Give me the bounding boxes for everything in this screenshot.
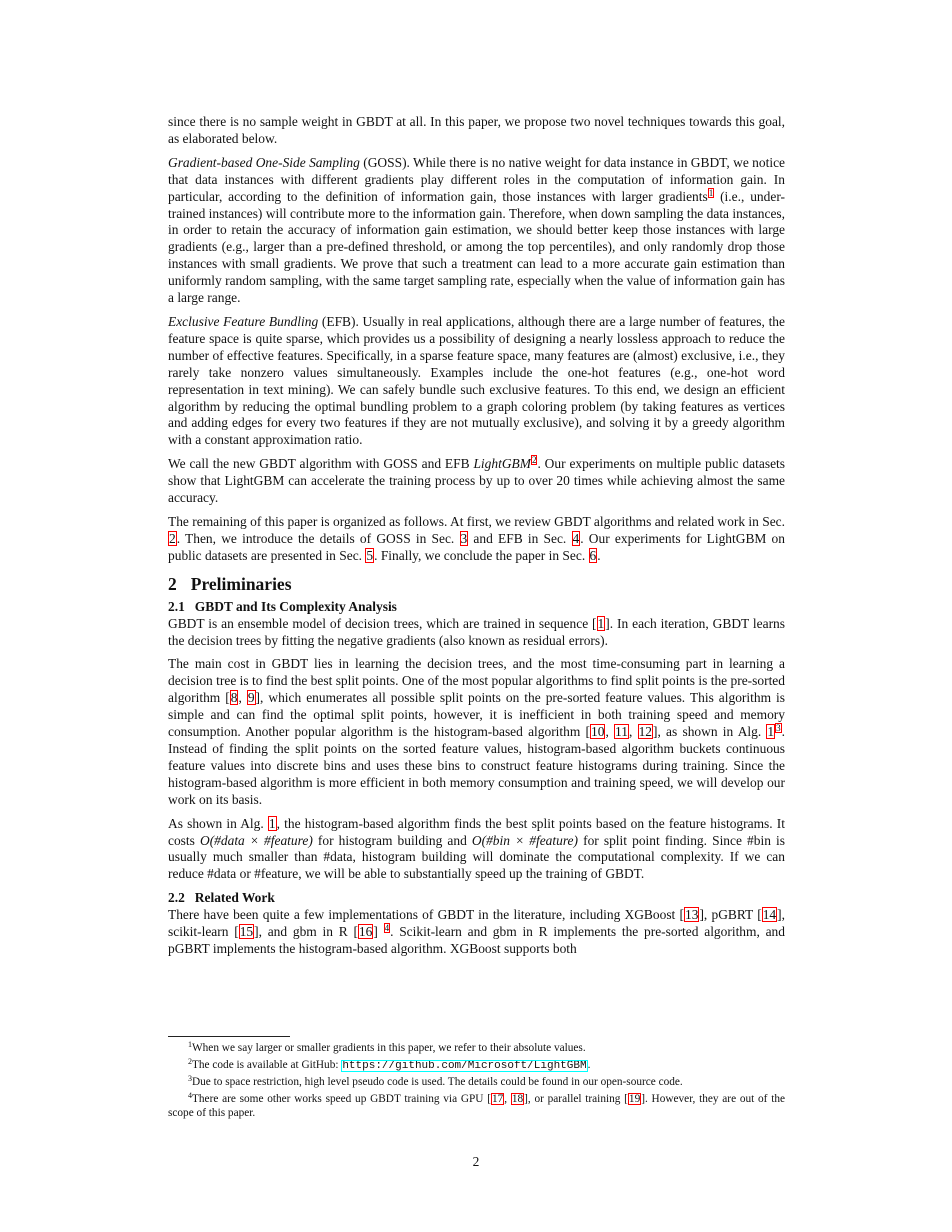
subsection-heading-gbdt	[168, 599, 785, 615]
citation-16[interactable]: 16	[358, 924, 373, 940]
citation-separator: ,	[628, 724, 638, 740]
footnote-number: 1	[188, 1040, 192, 1049]
goss-term: Gradient-based One-Side Sampling	[168, 154, 360, 170]
footnote-rule	[168, 1036, 290, 1037]
related-text-e: ]	[373, 924, 384, 940]
gbdt-p3-text-a: As shown in Alg.	[168, 815, 268, 831]
citation-12[interactable]: 12	[638, 724, 652, 740]
section-title: Preliminaries	[190, 573, 292, 594]
footnote-text: ]. However, they are out of the scope of this paper.	[168, 1092, 785, 1119]
goss-text-a: (GOSS). While there is no native weight for data instance in GBDT, we notice that data instances with different gradients play different roles in the computation of information gain. In particular, according to the definition of information gain, those instances with larger gradients	[168, 154, 785, 204]
citation-18[interactable]: 18	[511, 1092, 524, 1105]
subsection-title: Related Work	[194, 890, 275, 906]
page-number: 2	[472, 1154, 480, 1169]
gbdt-paragraph-1	[168, 616, 785, 650]
goss-paragraph	[168, 155, 785, 307]
related-work-paragraph	[168, 907, 785, 958]
footnote-text: ], or parallel training [	[524, 1092, 628, 1105]
footnote-number: 4	[188, 1090, 192, 1100]
citation-8[interactable]: 8	[230, 690, 238, 706]
gbdt-paragraph-3	[168, 816, 785, 884]
organization-paragraph	[168, 514, 785, 565]
subsection-heading-related-work	[168, 890, 785, 906]
github-url-link[interactable]: https://github.com/Microsoft/LightGBM	[342, 1059, 587, 1072]
gbdt-p3-text-b: , the histogram-based algorithm finds the best split points based on the feature histograms. It costs	[168, 815, 786, 848]
org-text-e: . Finally, we conclude the paper in Sec.	[374, 547, 589, 563]
algorithm-ref-1b[interactable]: 1	[268, 815, 276, 831]
citation-separator: ,	[605, 724, 615, 740]
efb-term: Exclusive Feature Bundling	[168, 313, 319, 329]
citation-separator: ,	[504, 1092, 511, 1105]
gbdt-paragraph-2	[168, 656, 785, 808]
efb-text: (EFB). Usually in real applications, although there are a large number of features, the feature space is quite sparse, which provides us a possibility of designing a nearly lossless approach to reduce the number of effective features. Specifically, in a sparse feature space, many features are (almost) exclusive, i.e., they rarely take nonzero values simultaneously. Examples include the one-hot features (e.g., one-hot word representation in text mining). We can safely bundle such exclusive features. To this end, we design an efficient algorithm by reducing the optimal bundling problem to a graph coloring problem (by taking features as vertices and adding edges for every two features if they are not mutually exclusive), and solving it by a greedy algorithm with a constant approximation ratio.	[168, 313, 785, 448]
citation-15[interactable]: 15	[239, 924, 254, 940]
gbdt-p2-text-d: . Instead of finding the split points on the sorted feature values, histogram-based algorithm buckets continuous feature values into discrete bins and uses these bins to construct feature histograms during training. Since the histogram-based algorithm is more efficient in both memory consumption and training speed, we will develop our work on its basis.	[168, 724, 785, 807]
footnote-link-1[interactable]: 1	[708, 187, 714, 198]
citation-19[interactable]: 19	[628, 1092, 641, 1105]
lightgbm-text-a: We call the new GBDT algorithm with GOSS and EFB	[168, 456, 474, 472]
footnote-link-2[interactable]: 2	[531, 455, 537, 466]
footnote-link-3[interactable]: 3	[776, 723, 781, 734]
footnote-number: 3	[188, 1074, 192, 1083]
gbdt-p2-text-b: ], which enumerates all possible split points on the pre-sorted feature values. This algorithm is simple and can find the optimal split points, however, it is inefficient in both training speed and memory consumption. Another popular algorithm is the histogram-based algorithm [	[168, 690, 786, 740]
gbdt-p1-text-a: GBDT is an ensemble model of decision trees, which are trained in sequence [	[168, 615, 597, 631]
citation-separator: ,	[238, 690, 247, 706]
org-text-c: and EFB in Sec.	[468, 530, 572, 546]
citation-9[interactable]: 9	[247, 690, 255, 706]
footnote-text: .	[587, 1058, 591, 1071]
related-text-a: There have been quite a few implementations of GBDT in the literature, including XGBoost [	[168, 907, 684, 923]
complexity-split-finding: O(#bin × #feature)	[471, 832, 578, 848]
subsection-number: 2.1	[168, 598, 185, 614]
related-text-d: ], and gbm in R [	[254, 924, 358, 940]
related-text-c: ], scikit-learn [	[168, 907, 785, 940]
footnote-text: The code is available at GitHub:	[192, 1058, 342, 1071]
org-text-f: .	[597, 547, 601, 563]
footnote-text: When we say larger or smaller gradients in this paper, we refer to their absolute values.	[192, 1042, 586, 1054]
footnote-3	[168, 1075, 785, 1089]
section-ref-6[interactable]: 6	[589, 547, 597, 563]
complexity-histogram-building: O(#data × #feature)	[199, 832, 313, 848]
gbdt-p2-text-a: The main cost in GBDT lies in learning the decision trees, and the most time-consuming part in learning a decision tree is to find the best split points. One of the most popular algorithms to find split points is the pre-sorted algorithm [	[168, 656, 785, 706]
footnotes	[168, 1041, 785, 1122]
citation-14[interactable]: 14	[762, 907, 777, 923]
gbdt-p3-text-d: for split point finding. Since #bin is usually much smaller than #data, histogram building will dominate the computational complexity. If we can reduce #data or #feature, we will be able to substantially speed up the training of GBDT.	[168, 832, 786, 882]
citation-1[interactable]: 1	[597, 615, 605, 631]
footnote-text: There are some other works speed up GBDT training via GPU [	[192, 1092, 491, 1105]
intro-text: since there is no sample weight in GBDT at all. In this paper, we propose two novel techniques towards this goal, as elaborated below.	[168, 114, 785, 146]
footnote-number: 2	[188, 1056, 192, 1066]
related-text-f: . Scikit-learn and gbm in R implements the pre-sorted algorithm, and pGBRT implements the histogram-based algorithm. XGBoost supports both	[168, 924, 785, 957]
footnote-link-4[interactable]: 4	[384, 923, 390, 934]
algorithm-ref-1[interactable]: 1	[767, 724, 775, 740]
section-ref-4[interactable]: 4	[572, 530, 580, 546]
citation-13[interactable]: 13	[685, 907, 699, 923]
citation-10[interactable]: 10	[591, 724, 605, 740]
section-heading-preliminaries	[168, 574, 785, 594]
paper-body	[168, 114, 785, 965]
lightgbm-text-b: . Our experiments on multiple public datasets show that LightGBM can accelerate the training process by up to over 20 times while achieving almost the same accuracy.	[168, 456, 785, 506]
lightgbm-name: LightGBM	[473, 456, 531, 472]
related-text-b: ], pGBRT [	[699, 907, 762, 923]
subsection-title: GBDT and Its Complexity Analysis	[194, 598, 397, 614]
section-ref-2[interactable]: 2	[169, 530, 176, 546]
goss-text-b: (i.e., under-trained instances) will contribute more to the information gain. Therefore, when down sampling the data instances, in order to retain the accuracy of information gain estimation, we should better keep those instances with large gradients (e.g., larger than a pre-defined threshold, or among the top percentiles), and only randomly drop those instances with small gradients. We prove that such a treatment can lead to a more accurate gain estimation than uniformly random sampling, with the same target sampling rate, especially when the value of information gain has a large range.	[168, 188, 785, 306]
gbdt-p1-text-b: ]. In each iteration, GBDT learns the decision trees by fitting the negative gradients (also known as residual errors).	[168, 615, 785, 648]
lightgbm-paragraph	[168, 456, 785, 507]
org-text-d: . Our experiments for LightGBM on public datasets are presented in Sec.	[168, 530, 785, 563]
citation-11[interactable]: 11	[615, 724, 628, 740]
section-ref-3[interactable]: 3	[460, 530, 468, 546]
efb-paragraph	[168, 314, 785, 449]
citation-17[interactable]: 17	[491, 1092, 504, 1105]
intro-paragraph	[168, 114, 785, 148]
footnote-2	[168, 1058, 785, 1073]
subsection-number: 2.2	[168, 890, 185, 906]
footnote-4	[168, 1092, 785, 1120]
footnote-1	[168, 1041, 785, 1055]
org-text-a: The remaining of this paper is organized as follows. At first, we review GBDT algorithms and related work in Sec.	[168, 513, 785, 529]
gbdt-p2-text-c: ], as shown in Alg.	[653, 724, 767, 740]
footnote-text: Due to space restriction, high level pseudo code is used. The details could be found in our open-source code.	[192, 1076, 683, 1088]
gbdt-p3-text-c: for histogram building and	[312, 832, 472, 848]
section-ref-5[interactable]: 5	[366, 547, 374, 563]
org-text-b: . Then, we introduce the details of GOSS in Sec.	[176, 530, 460, 546]
section-number: 2	[168, 573, 177, 594]
